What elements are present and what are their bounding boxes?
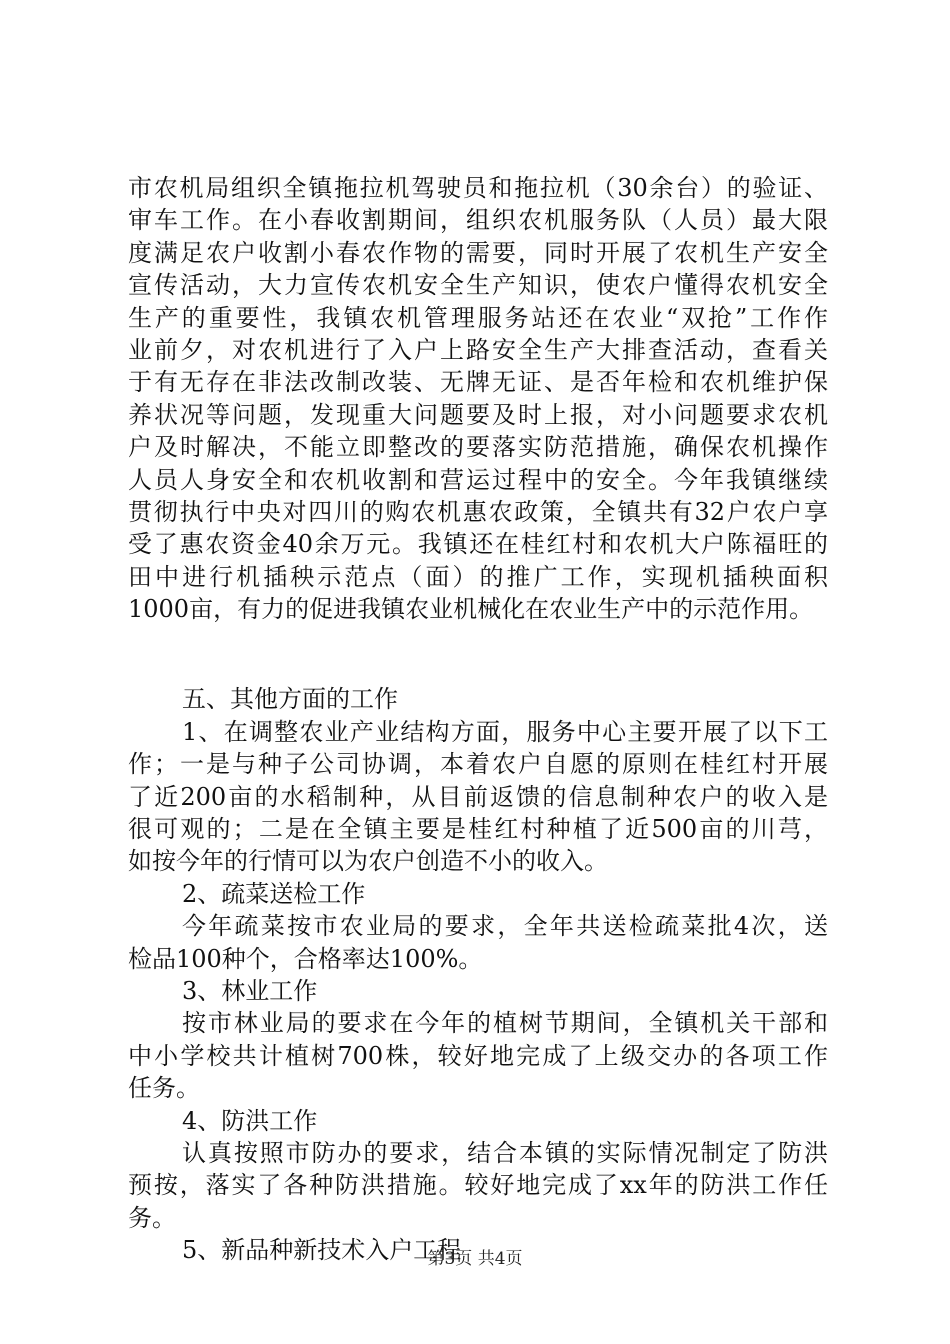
item-heading: 2、疏菜送检工作	[182, 879, 366, 908]
paragraph-line: 作；一是与种子公司协调，本着农户自愿的原则在桂红村开展	[128, 750, 828, 779]
paragraph-line: 宣传活动，大力宣传农机安全生产知识，使农户懂得农机安全	[128, 271, 828, 300]
paragraph-line: 按市林业局的要求在今年的植树节期间，全镇机关干部和	[182, 1009, 828, 1038]
paragraph-line: 养状况等问题，发现重大问题要及时上报，对小问题要求农机	[128, 400, 828, 429]
section-heading: 五、其他方面的工作	[182, 685, 398, 714]
paragraph-line: 生产的重要性，我镇农机管理服务站还在农业“双抢”工作作	[128, 303, 828, 332]
paragraph-line: 田中进行机插秧示范点（面）的推广工作，实现机插秧面积	[128, 562, 828, 591]
page-footer: 第3页 共4页	[427, 1249, 523, 1269]
item-heading: 3、林业工作	[182, 976, 318, 1005]
paragraph-line: 市农机局组织全镇拖拉机驾驶员和拖拉机（30余台）的验证、	[128, 174, 828, 202]
paragraph-line: 如按今年的行情可以为农户创造不小的收入。	[128, 847, 608, 876]
paragraph-line: 中小学校共计植树700株，较好地完成了上级交办的各项工作	[128, 1041, 828, 1070]
paragraph-line: 度满足农户收割小春农作物的需要，同时开展了农机生产安全	[128, 238, 828, 267]
document-body	[128, 172, 828, 1267]
paragraph-line: 审车工作。在小春收割期间，组织农机服务队（人员）最大限	[128, 206, 828, 235]
paragraph-line: 今年疏菜按市农业局的要求，全年共送检疏菜批4次，送	[182, 912, 828, 941]
paragraph-line: 了近200亩的水稻制种，从目前返馈的信息制种农户的收入是	[128, 782, 828, 811]
paragraph-line: 务。	[128, 1203, 176, 1232]
paragraph-line: 业前夕，对农机进行了入户上路安全生产大排查活动，查看关	[128, 335, 828, 364]
item-heading: 5、新品种新技术入户工程	[182, 1236, 462, 1265]
paragraph-line: 1000亩，有力的促进我镇农业机械化在农业生产中的示范作用。	[128, 595, 814, 624]
paragraph-line: 任务。	[128, 1074, 200, 1103]
paragraph-gap	[128, 625, 828, 683]
paragraph-line: 1、在调整农业产业结构方面，服务中心主要开展了以下工	[182, 717, 828, 746]
paragraph-line: 很可观的；二是在全镇主要是桂红村种植了近500亩的川芎，	[128, 815, 828, 844]
paragraph-line: 人员人身安全和农机收割和营运过程中的安全。今年我镇继续	[128, 465, 828, 494]
paragraph-line: 贯彻执行中央对四川的购农机惠农政策，全镇共有32户农户享	[128, 497, 828, 526]
item-heading: 4、防洪工作	[182, 1106, 318, 1135]
paragraph-line: 户及时解决，不能立即整改的要落实防范措施，确保农机操作	[128, 433, 828, 462]
paragraph-line: 认真按照市防办的要求，结合本镇的实际情况制定了防洪	[182, 1138, 828, 1167]
paragraph-line: 预按，落实了各种防洪措施。较好地完成了xx年的防洪工作任	[128, 1171, 828, 1200]
paragraph-line: 受了惠农资金40余万元。我镇还在桂红村和农机大户陈福旺的	[128, 530, 828, 559]
paragraph-line: 于有无存在非法改制改装、无牌无证、是否年检和农机维护保	[128, 368, 828, 397]
paragraph-line: 检品100种个，合格率达100%。	[128, 944, 483, 973]
